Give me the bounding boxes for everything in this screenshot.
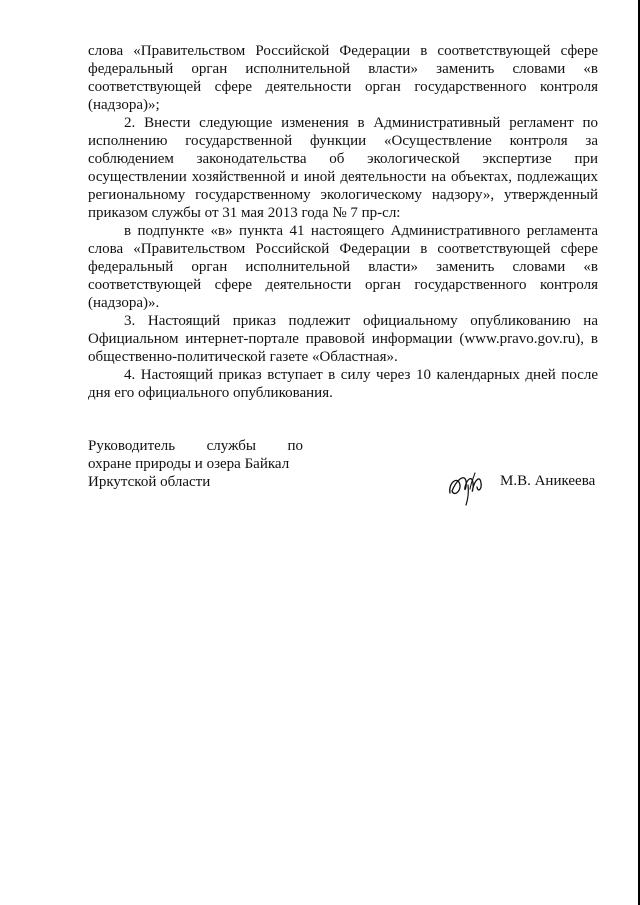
position-line-3: Иркутской области [88,474,211,490]
signatory-position [88,437,303,491]
handwritten-signature [444,463,488,507]
paragraph-3: в подпункте «в» пункта 41 настоящего Административного регламента слова «Правительством Российской Федерации в соответствующей сфере федеральный орган исполнительной власти» заменить словами «в соответствующей сфере деятельности орган государственного контроля (надзора)». [88,223,598,311]
position-line-2: охране природы и озера Байкал [88,456,290,472]
paragraph-5: 4. Настоящий приказ вступает в силу через 10 календарных дней после дня его официального опубликования. [88,367,598,401]
paragraph-4: 3. Настоящий приказ подлежит официальному опубликованию на Официальном интернет-портале правовой информации (www.pravo.gov.ru), в общественно-политической газете «Областная». [88,313,598,365]
paragraph-2: 2. Внести следующие изменения в Административный регламент по исполнению государственной функции «Осуществление контроля за соблюдением законодательства об экологической экспертизе при осуществлении хозяйственной и иной деятельности на объектах, подлежащих региональному государственному экологическому надзору», утвержденный приказом службы от 31 мая 2013 года № 7 пр-сл: [88,115,598,221]
paragraph-1: слова «Правительством Российской Федерации в соответствующей сфере федеральный орган исполнительной власти» заменить словами «в соответствующей сфере деятельности орган государственного контроля (надзора)»; [88,43,598,113]
signer-name: М.В. Аникеева [500,473,596,489]
document-body [88,42,598,402]
position-line-1: Руководитель службы по [88,438,303,454]
